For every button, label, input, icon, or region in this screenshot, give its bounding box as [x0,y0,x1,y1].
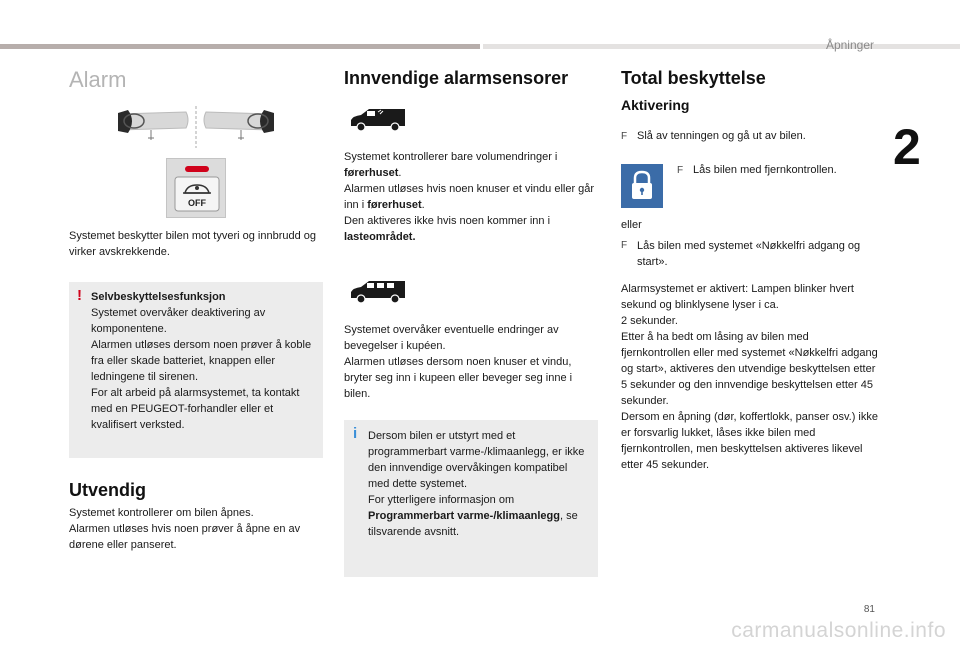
warning-line: Systemet overvåker deaktivering av komponentene. [91,307,266,335]
innvendige-line: Systemet overvåker eventuelle endringer av bevegelser i kupéen. [344,324,559,352]
or-text: eller [621,219,642,231]
lock-icon [621,164,663,208]
off-label: OFF [188,198,206,208]
header-bar-right [483,44,960,49]
total-title: Total beskyttelse [621,68,766,88]
step-2 [677,162,879,179]
utvendig-line: Alarmen utløses hvis noen prøver å åpne en av dørene eller panseret. [69,523,301,551]
van-cabin-sensor-icon [347,278,409,306]
text-span: . [421,199,425,211]
innvendige-line: Alarmen utløses dersom noen knuser et vindu, bryter seg inn i kupeen eller beveger seg inne i bilen. [344,356,573,400]
innvendige-text-1 [344,149,600,245]
van-cab-sensor-icon [347,106,409,134]
text-span: Den aktiveres ikke hvis noen kommer inn i [344,215,551,227]
info-box [344,420,598,577]
text-bold: førerhuset [367,199,422,211]
text-span: Alarmen utløses hvis noen knuser et vindu eller går inn i [344,183,595,211]
step-text: Lås bilen med fjernkontrollen. [693,164,837,176]
innvendige-title: Innvendige alarmsensorer [344,68,569,88]
total-line: Etter å ha bedt om låsing av bilen med fjernkontrollen eller med systemet «Nøkkelfri adgang og start», aktiveres den utvendige beskyttelsen etter 5 sekunder og den innvendige beskyttelsen etter 45 sekunder. [621,331,878,407]
warning-line: For alt arbeid på alarmsystemet, ta kontakt med en PEUGEOT-forhandler eller et kvalifisert verksted. [91,387,300,431]
chapter-number: 2 [893,119,921,175]
text-bold: lasteområdet. [344,231,416,243]
info-line: Dersom bilen er utstyrt med et programmerbart varme-/klimaanlegg, er ikke den innvendige overvåkingen kompatibel med dette systemet. [368,430,585,490]
alarm-off-icon [167,159,227,219]
step-3 [621,238,879,270]
warning-heading: Selvbeskyttelsesfunksjon [91,291,226,303]
bullet-icon: F [621,131,628,142]
step-text: Lås bilen med systemet «Nøkkelfri adgang og start». [637,240,861,268]
total-line: Alarmsystemet er aktivert: Lampen blinker hvert sekund og blinklysene lyser i ca. [621,283,854,311]
text-span: . [398,167,402,179]
column-alarm [69,66,327,551]
aktivering-subtitle: Aktivering [621,97,690,113]
alarm-title: Alarm [69,67,127,92]
bullet-icon: F [677,165,684,176]
alarm-off-button-illustration [166,158,226,218]
alarm-intro: Systemet beskytter bilen mot tyveri og innbrudd og virker avskrekkende. [69,230,317,258]
header-bar-left [0,44,480,49]
step-1 [621,128,879,145]
total-line: Dersom en åpning (dør, koffertlokk, panser osv.) ikke er forsvarlig lukket, låses ikke bilen med fjernkontrollen, men beskyttelsen aktiveres likevel etter 45 sekunder. [621,411,878,471]
utvendig-title: Utvendig [69,480,147,500]
text-bold: Programmerbart varme-/klimaanlegg [368,510,560,522]
text-span: Systemet kontrollerer bare volumendringer i [344,151,558,163]
innvendige-text-2 [344,322,600,402]
step-text: Slå av tenningen og gå ut av bilen. [637,130,806,142]
text-bold: førerhuset [344,167,399,179]
text-span: , se tilsvarende avsnitt. [368,510,578,538]
warning-line: Alarmen utløses dersom noen prøver å koble fra eller skade batteriet, knappen eller ledningene til sirenen. [91,339,312,383]
utvendig-text [69,505,327,553]
steering-stalks-icon [116,104,276,150]
text-span: For ytterligere informasjon om [368,494,515,506]
watermark: carmanualsonline.info [731,619,946,642]
bullet-icon: F [621,240,628,251]
warning-icon: ! [77,287,82,304]
section-title: Åpninger [825,38,874,52]
total-line: 2 sekunder. [621,315,678,327]
warning-box [69,282,323,458]
lock-button-illustration [621,164,663,208]
total-body [621,281,879,473]
utvendig-line: Systemet kontrollerer om bilen åpnes. [69,507,254,519]
info-icon: i [353,425,358,442]
page-number: 81 [863,604,875,615]
